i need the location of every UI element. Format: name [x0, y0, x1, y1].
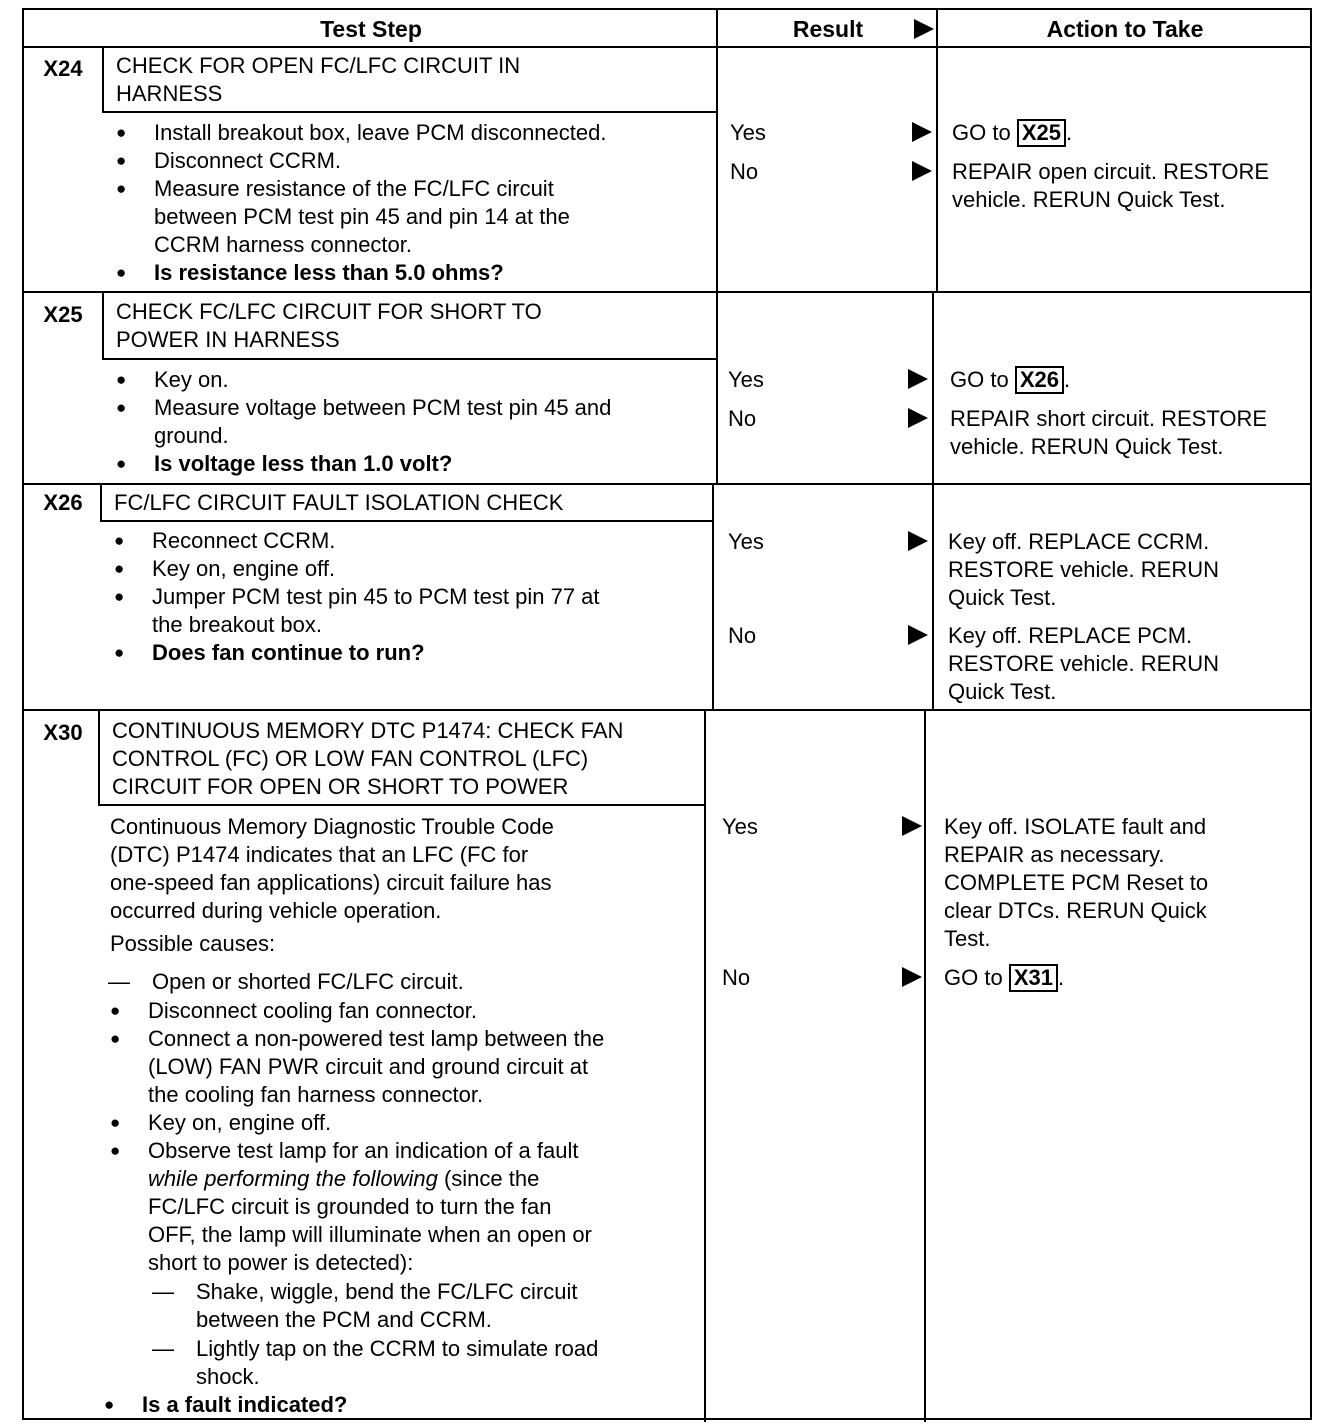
- row-divider: [24, 709, 1312, 711]
- cause-item: — Open or shorted FC/LFC circuit.: [152, 968, 464, 996]
- diagnostic-table: Test Step Result Action to Take X24 CHECK FOR OPEN FC/LFC CIRCUIT IN HARNESS ● Install breakout box, leave PCM disconnected. ● Disconnect CCRM. ● Measure resistance of the FC/LFC circuit between PCM test pin 45 and pin 14 at the CCRM harness connector. ● Is resistance less than 5.0 ohms? Yes No GO to X25 . REPAIR open circuit. RESTORE vehicle. RERUN Quick Test. X25 CHECK FC/LFC CIRCUIT FOR SHORT TO POWER IN HARNESS ● Key on. ● Measure voltage between PCM test pin 45 and ground. ● Is voltage less than 1.0 volt? Yes No GO to X26 . REPAIR short circuit. RESTORE vehicle. RERUN Quick Test. X26 FC/LFC CIRCUIT FAULT ISOLATION CHECK ● Reconnect CCRM. ● Key on, engine off. ● Jumper PCM test pin 45 to PCM test pin 77 at the breakout box. ● Does fan continue to run? Yes No Key off. REPLACE CCRM. RESTORE vehicle. RERUN Quick Test. Key off. REPLACE PCM. RESTORE vehicle. RERUN Quick Test. X30 CONTINUOUS MEMORY DTC P1474: CHECK FAN CONTROL (FC) OR LOW FAN CONTROL (LFC) CIRCUIT FOR OPEN OR SHORT TO POWER Continuous Memory Diagnostic Trouble Code (DTC) P1474 indicates that an LFC (FC for one-speed fan applications) circuit failure has occurred during vehicle operation. Possible causes: — Open or shorted FC/LFC circuit. ● Disconnect cooling fan connector. ● Connect a non-powered test lamp between the (LOW) FAN PWR circuit and ground circuit at the cooling fan harness connector. ● Key on, engine off. ● Observe test lamp for an indication of a fault while performing the following (since the FC/LFC circuit is grounded to turn the fan OFF, the lamp will illuminate when an open or short to power is detected): — Shake, wiggle, bend the FC/LFC circuit between the PCM and CCRM. — Lightly tap on the CCRM to simulate road shock. ● Is a fault indicated? Yes No Key off. ISOLATE fault and REPAIR as necessary. COMPLETE PCM Reset to clear DTCs. RERUN Quick Test. GO to X31 .: [22, 8, 1312, 1420]
- action-yes: GO to X25 .: [952, 120, 1073, 145]
- goto-x25-link[interactable]: X25: [1017, 119, 1066, 147]
- action-no: GO to X31 .: [944, 965, 1065, 990]
- result-no: No: [730, 159, 759, 184]
- result-no: No: [728, 406, 757, 431]
- arrow-icon: [908, 531, 928, 551]
- result-no: No: [722, 965, 751, 990]
- action-no: REPAIR short circuit. RESTORE: [950, 406, 1268, 431]
- intro-text: Continuous Memory Diagnostic Trouble Code: [110, 814, 554, 839]
- step-title: FC/LFC CIRCUIT FAULT ISOLATION CHECK: [114, 490, 564, 515]
- goto-x26-link[interactable]: X26: [1015, 366, 1064, 394]
- result-yes: Yes: [722, 814, 758, 839]
- arrow-icon: [908, 408, 928, 428]
- step-code: X30: [43, 720, 83, 745]
- step-code: X26: [43, 490, 83, 515]
- action-yes: GO to X26 .: [950, 367, 1071, 392]
- step-code: X24: [43, 56, 83, 81]
- possible-causes-label: Possible causes:: [110, 931, 276, 956]
- row-divider: [24, 483, 1312, 485]
- step-title: CHECK FC/LFC CIRCUIT FOR SHORT TO POWER IN HARNESS: [116, 299, 542, 352]
- header-divider: [24, 46, 1312, 48]
- action-no: Key off. REPLACE PCM.: [948, 623, 1193, 648]
- arrow-icon: [912, 122, 932, 142]
- arrow-icon: [902, 816, 922, 836]
- action-no: REPAIR open circuit. RESTORE: [952, 159, 1270, 184]
- arrow-icon: [902, 967, 922, 987]
- goto-x31-link[interactable]: X31: [1009, 964, 1058, 992]
- row-divider: [24, 291, 1312, 293]
- step-title: CHECK FOR OPEN FC/LFC CIRCUIT IN HARNESS: [116, 53, 521, 106]
- result-yes: Yes: [728, 367, 764, 392]
- header-test-step: Test Step: [320, 16, 422, 42]
- arrow-icon: [908, 369, 928, 389]
- action-yes: Key off. REPLACE CCRM.: [948, 529, 1210, 554]
- step-code: X25: [43, 302, 83, 327]
- header-result: Result: [792, 16, 864, 42]
- arrow-icon: [908, 625, 928, 645]
- result-yes: Yes: [728, 529, 764, 554]
- step-title: CONTINUOUS MEMORY DTC P1474: CHECK FAN CONTROL (FC) OR LOW FAN CONTROL (LFC) CIRCUIT FOR OPEN OR SHORT TO POWER: [112, 718, 624, 799]
- action-yes: Key off. ISOLATE fault and: [944, 814, 1207, 839]
- header-action: Action to Take: [1046, 16, 1204, 42]
- arrow-icon: [912, 161, 932, 181]
- result-no: No: [728, 623, 757, 648]
- header-arrow-icon: [914, 19, 934, 39]
- result-yes: Yes: [730, 120, 766, 145]
